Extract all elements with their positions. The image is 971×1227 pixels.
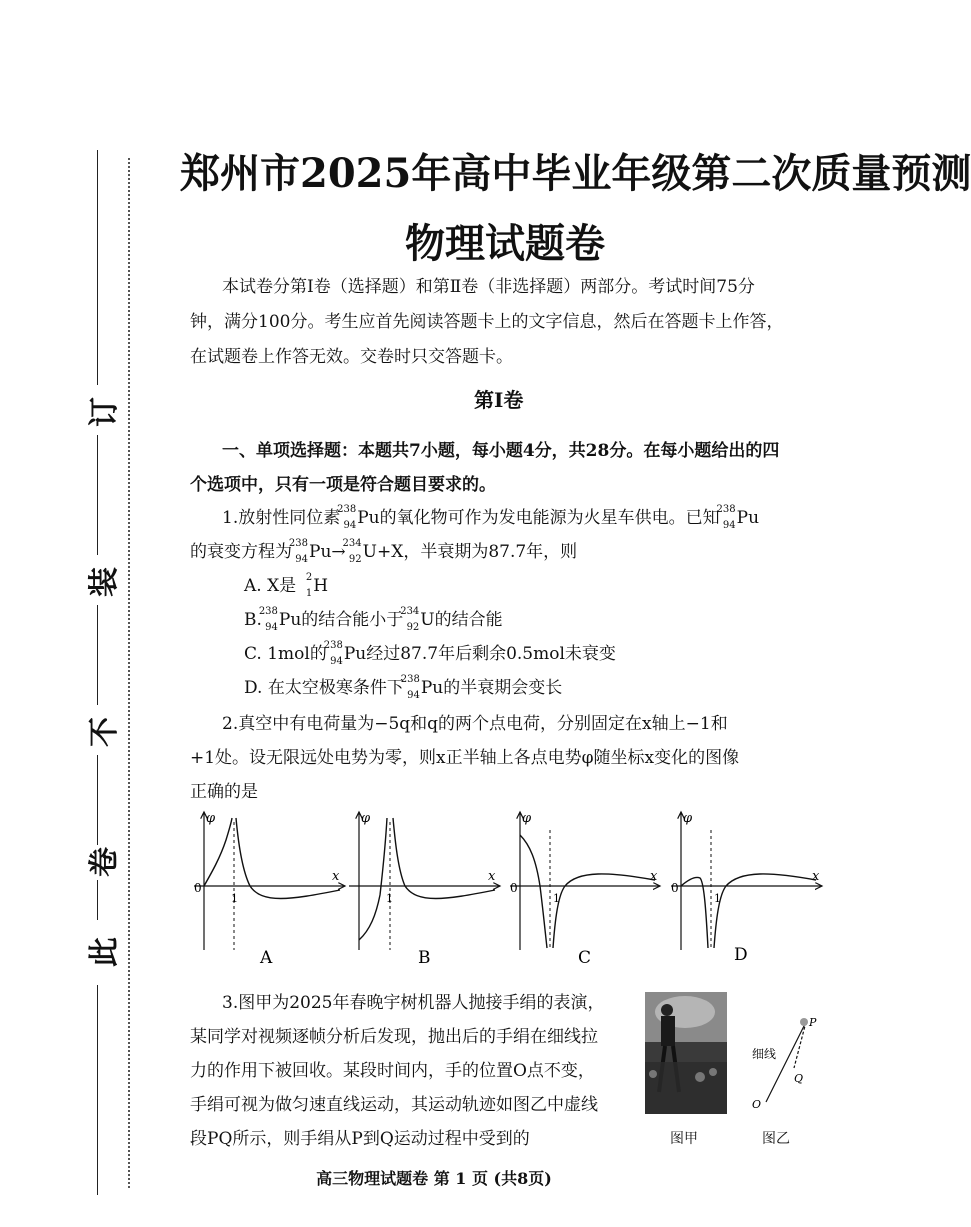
nuclide-pu: 238 94 bbox=[258, 605, 278, 633]
option-a: A. X是 2 1 H bbox=[244, 571, 329, 599]
svg-text:A: A bbox=[260, 948, 273, 968]
svg-text:x: x bbox=[650, 869, 658, 884]
svg-text:P: P bbox=[809, 1016, 817, 1029]
binding-char: 卷 bbox=[87, 847, 122, 877]
question-2-stem: +1处。设无限远处电势为零，则x正半轴上各点电势φ随坐标x变化的图像 bbox=[190, 748, 740, 768]
binding-line bbox=[97, 435, 98, 555]
svg-text:Q: Q bbox=[794, 1072, 804, 1085]
nuclide-pu: 238 94 bbox=[337, 503, 357, 531]
binding-line bbox=[97, 605, 98, 705]
svg-text:0: 0 bbox=[671, 881, 679, 895]
binding-char: 装 bbox=[87, 567, 122, 597]
text: 1.放射性同位素 bbox=[222, 508, 341, 528]
svg-text:B: B bbox=[418, 948, 431, 968]
svg-text:φ: φ bbox=[361, 811, 371, 826]
page-footer: 高三物理试题卷 第 1 页 (共8页) bbox=[316, 1169, 552, 1188]
svg-text:φ: φ bbox=[683, 811, 693, 826]
option-b: B. 238 94 Pu的结合能小于 234 92 U的结合能 bbox=[244, 605, 503, 633]
nuclide-pu: 238 94 bbox=[716, 503, 736, 531]
robot-photo bbox=[645, 992, 727, 1114]
svg-text:O: O bbox=[752, 1098, 762, 1111]
intro-line: 本试卷分第Ⅰ卷（选择题）和第Ⅱ卷（非选择题）两部分。考试时间75分 bbox=[222, 277, 755, 297]
text: 的衰变方程为 bbox=[190, 542, 292, 562]
svg-text:x: x bbox=[488, 869, 496, 884]
nuclide-pu: 238 94 bbox=[288, 537, 308, 565]
graph-d bbox=[671, 811, 822, 965]
svg-text:1: 1 bbox=[231, 892, 238, 905]
svg-text:1: 1 bbox=[386, 892, 393, 905]
question-3-stem: 某同学对视频逐帧分析后发现，抛出后的手绢在细线拉 bbox=[190, 1027, 598, 1047]
text: U+X，半衰期为87.7年，则 bbox=[362, 542, 578, 562]
svg-text:φ: φ bbox=[206, 811, 216, 826]
nuclide-pu: 238 94 bbox=[323, 639, 343, 667]
question-2-stem: 正确的是 bbox=[190, 782, 258, 802]
nuclide-u: 234 92 bbox=[342, 537, 362, 565]
question-2-stem: 2.真空中有电荷量为−5q和q的两个点电荷，分别固定在x轴上−1和 bbox=[222, 714, 728, 734]
section-title: 第Ⅰ卷 bbox=[474, 388, 524, 412]
svg-text:C: C bbox=[578, 948, 592, 968]
svg-text:x: x bbox=[812, 869, 820, 884]
question-1-stem bbox=[222, 503, 759, 531]
svg-text:0: 0 bbox=[510, 881, 518, 895]
exam-title: 郑州市2025年高中毕业年级第二次质量预测 bbox=[180, 150, 971, 197]
option-d: D. 在太空极寒条件下 238 94 Pu的半衰期会变长 bbox=[244, 673, 563, 701]
intro-line: 钟，满分100分。考生应首先阅读答题卡上的文字信息，然后在答题卡上作答， bbox=[190, 312, 784, 332]
exam-subtitle: 物理试题卷 bbox=[405, 220, 605, 267]
binding-line bbox=[97, 985, 98, 1195]
svg-text:0: 0 bbox=[194, 881, 202, 895]
graph-b bbox=[349, 811, 500, 968]
figure-b-caption: 图乙 bbox=[762, 1131, 790, 1147]
trajectory-diagram bbox=[748, 1010, 828, 1110]
question-3-stem: 力的作用下被回收。某段时间内，手的位置O点不变， bbox=[190, 1061, 595, 1081]
nuclide-u: 234 92 bbox=[400, 605, 420, 633]
potential-graphs bbox=[0, 800, 868, 970]
question-1-stem bbox=[190, 537, 577, 565]
nuclide-h: 2 1 bbox=[305, 571, 313, 599]
question-3-stem: 3.图甲为2025年春晚宇树机器人抛接手绢的表演， bbox=[222, 993, 605, 1013]
svg-text:1: 1 bbox=[553, 892, 560, 905]
binding-dotted-line bbox=[128, 158, 130, 1188]
svg-text:细线: 细线 bbox=[752, 1047, 777, 1061]
binding-char: 不 bbox=[87, 717, 122, 747]
graph-c bbox=[510, 811, 660, 968]
svg-text:x: x bbox=[332, 869, 340, 884]
graph-a bbox=[194, 811, 345, 968]
section-heading: 一、单项选择题：本题共7小题，每小题4分，共28分。在每小题给出的四 bbox=[222, 441, 780, 461]
svg-text:D: D bbox=[734, 945, 748, 965]
question-3-stem: 段PQ所示，则手绢从P到Q运动过程中受到的 bbox=[190, 1129, 530, 1149]
option-c: C. 1mol的 238 94 Pu经过87.7年后剩余0.5mol未衰变 bbox=[244, 639, 616, 667]
binding-char: 订 bbox=[87, 397, 122, 427]
binding-line bbox=[97, 150, 98, 385]
intro-line: 在试题卷上作答无效。交卷时只交答题卡。 bbox=[190, 347, 513, 367]
svg-text:1: 1 bbox=[714, 892, 721, 905]
text: Pu→ bbox=[309, 542, 346, 562]
figure-a-caption: 图甲 bbox=[670, 1131, 698, 1147]
svg-text:φ: φ bbox=[522, 811, 532, 826]
text: Pu的氧化物可作为发电能源为火星车供电。已知 bbox=[357, 508, 720, 528]
text: Pu bbox=[736, 508, 760, 528]
binding-char: 此 bbox=[87, 937, 122, 967]
question-3-stem: 手绢可视为做匀速直线运动，其运动轨迹如图乙中虚线 bbox=[190, 1095, 598, 1115]
nuclide-pu: 238 94 bbox=[400, 673, 420, 701]
section-heading: 个选项中，只有一项是符合题目要求的。 bbox=[190, 475, 496, 495]
